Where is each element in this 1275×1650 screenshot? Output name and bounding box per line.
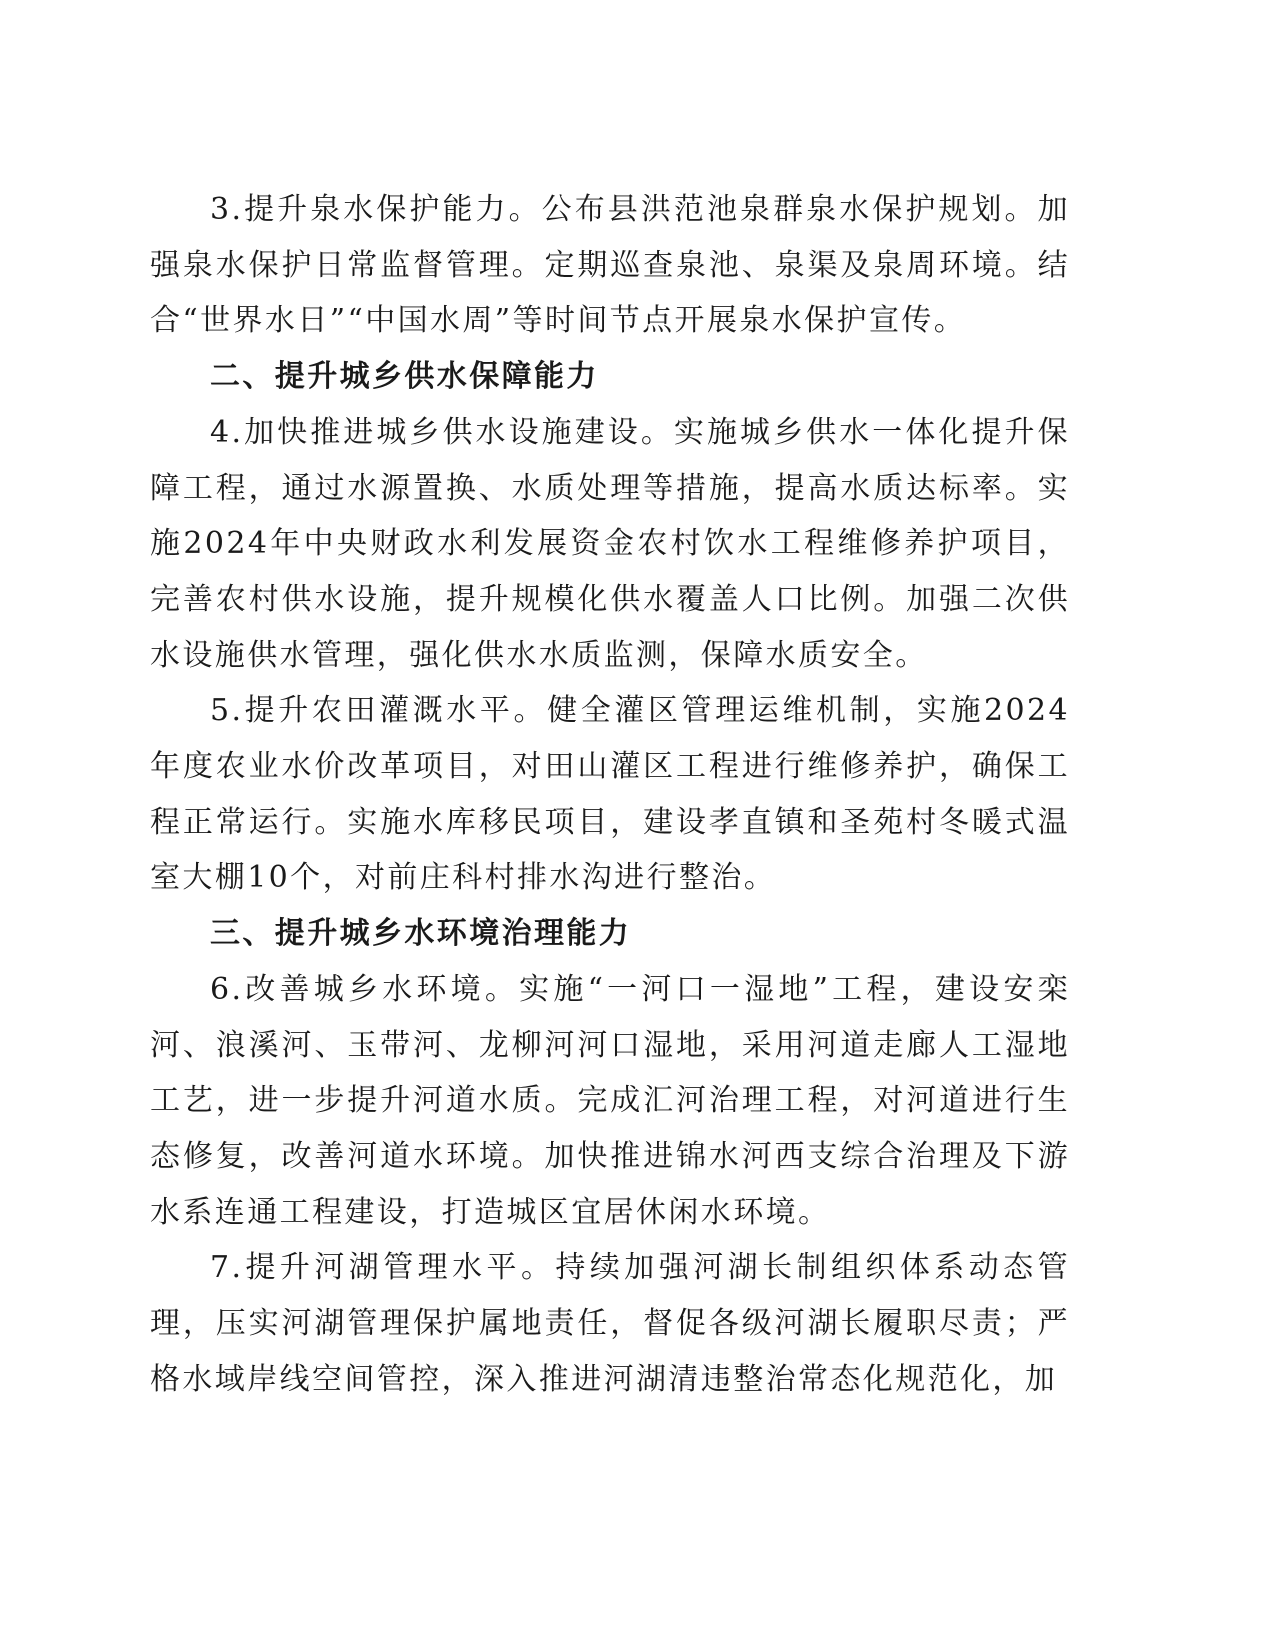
paragraph-water-environment: 6.改善城乡水环境。实施“一河口一湿地”工程，建设安栾河、浪溪河、玉带河、龙柳河河口湿地，采用河道走廊人工湿地工艺，进一步提升河道水质。完成汇河治理工程，对河道进行生态修复，改善河道水环境。加快推进锦水河西支综合治理及下游水系连通工程建设，打造城区宜居休闲水环境。 <box>150 971 1070 1230</box>
section-heading-water-environment: 三、提升城乡水环境治理能力 <box>210 916 632 952</box>
paragraph-farmland-irrigation: 5.提升农田灌溉水平。健全灌区管理运维机制，实施2024年度农业水价改革项目，对田山灌区工程进行维修养护，确保工程正常运行。实施水库移民项目，建设孝直镇和圣苑村冬暖式温室大棚10个，对前庄科村排水沟进行整治。 <box>150 693 1070 896</box>
paragraph-spring-protection: 3.提升泉水保护能力。公布县洪范池泉群泉水保护规划。加强泉水保护日常监督管理。定期巡查泉池、泉渠及泉周环境。结合“世界水日”“中国水周”等时间节点开展泉水保护宣传。 <box>150 192 1070 339</box>
section-heading-water-supply: 二、提升城乡供水保障能力 <box>210 359 599 395</box>
paragraph-river-lake-management: 7.提升河湖管理水平。持续加强河湖长制组织体系动态管理，压实河湖管理保护属地责任，督促各级河湖长履职尽责；严格水域岸线空间管控，深入推进河湖清违整治常态化规范化，加 <box>150 1250 1070 1397</box>
paragraph-water-supply-facilities: 4.加快推进城乡供水设施建设。实施城乡供水一体化提升保障工程，通过水源置换、水质处理等措施，提高水质达标率。实施2024年中央财政水利发展资金农村饮水工程维修养护项目，完善农村供水设施，提升规模化供水覆盖人口比例。加强二次供水设施供水管理，强化供水水质监测，保障水质安全。 <box>150 414 1070 673</box>
document-page <box>150 182 1070 1407</box>
